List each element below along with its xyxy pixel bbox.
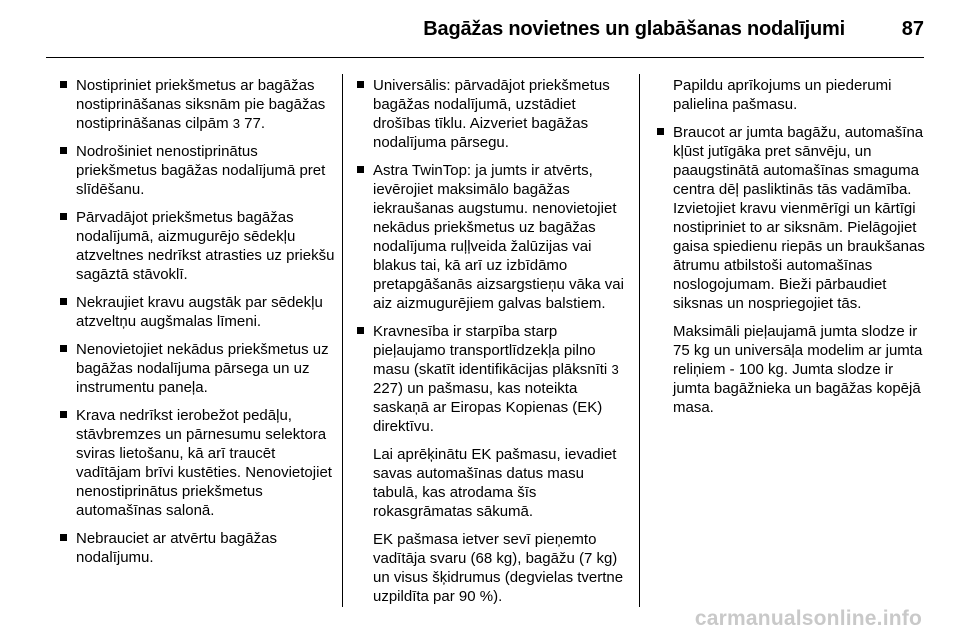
list-item — [357, 322, 627, 606]
list-item — [60, 142, 336, 199]
column-3 — [657, 76, 929, 426]
page-ref-arrow-icon: 3 — [611, 362, 619, 377]
column-divider-2 — [639, 74, 640, 607]
list-item — [60, 406, 336, 520]
column-2 — [357, 76, 627, 615]
bullet-icon — [60, 534, 67, 541]
column-divider-1 — [342, 74, 343, 607]
item-text: Kravnesība ir starpība starp pieļaujamo transportlīdzekļa pilno masu (skatīt identifikācijas plāksnīti — [373, 323, 612, 378]
bullet-icon — [357, 81, 364, 88]
column-1 — [60, 76, 336, 576]
item-text: Pārvadājot priekšmetus bagāžas nodalījumā, aizmugurējo sēdekļu atzveltnes nedrīkst atrasties uz priekšu sagāztā stāvoklī. — [76, 209, 335, 283]
item-text: Universālis: pārvadājot priekšmetus bagāžas nodalījumā, uzstādiet drošības tīklu. Aizveriet bagāžas nodalījuma pārsegu. — [373, 77, 610, 151]
header-divider — [46, 57, 924, 58]
list-item — [657, 123, 929, 417]
item-text: Nodrošiniet nenostiprinātus priekšmetus bagāžas nodalījumā pret slīdēšanu. — [76, 143, 326, 198]
item-subparagraph: Maksimāli pieļaujamā jumta slodze ir 75 kg un universāļa modelim ar jumta reliņiem - 100 kg. Jumta slodze ir jumta bagāžnieka un bagāžas kopējā masa. — [673, 323, 923, 416]
item-body — [373, 322, 627, 436]
page-title: Bagāžas novietnes un glabāšanas nodalījumi — [423, 18, 845, 40]
item-text: Braucot ar jumta bagāžu, automašīna kļūst jutīgāka pret sānvēju, un paaugstinātā automašīnas smaguma centra dēļ pasliktinās tās vadāmība. Izvietojiet kravu vienmērīgi un kārtīgi nostipriniet to ar siksnām. Pielāgojiet gaisa spiedienu riepās un braukšanas ātrumu atbilstoši automašīnas noslogojumam. Bieži pārbaudiet siksnas un nospriegojiet tās. — [673, 124, 925, 312]
page-number: 87 — [901, 18, 924, 40]
page-header — [0, 0, 960, 58]
item-text: Krava nedrīkst ierobežot pedāļu, stāvbremzes un pārnesumu selektora sviras lietošanu, kā arī traucēt vadītājam brīvi kustēties. Nenovietojiet nenostiprinātus priekšmetus automašīnas salonā. — [76, 407, 332, 519]
list-item — [357, 76, 627, 152]
item-text: Nekraujiet kravu augstāk par sēdekļu atzveltņu augšmalas līmeni. — [76, 294, 323, 330]
list-item — [60, 529, 336, 567]
item-text: Nostipriniet priekšmetus ar bagāžas nostiprināšanas siksnām pie bagāžas nostiprināšanas cilpām — [76, 77, 326, 132]
item-text: Nenovietojiet nekādus priekšmetus uz bagāžas nodalījuma pārsega un uz instrumentu paneļa. — [76, 341, 329, 396]
bullet-icon — [357, 166, 364, 173]
bullet-icon — [60, 411, 67, 418]
page-ref-arrow-icon: 3 — [232, 116, 240, 131]
watermark: carmanualsonline.info — [694, 607, 922, 630]
item-text: Nebrauciet ar atvērtu bagāžas nodalījumu. — [76, 530, 277, 566]
page-ref-link[interactable]: 227) un pašmasu, kas noteikta saskaņā ar Eiropas Kopienas (EK) direktīvu. — [373, 380, 603, 435]
bullet-icon — [60, 298, 67, 305]
list-item — [60, 208, 336, 284]
item-subparagraph: Lai aprēķinātu EK pašmasu, ievadiet savas automašīnas datus masu tabulā, kas atrodama šīs rokasgrāmatas sākumā. — [373, 446, 617, 520]
list-item — [60, 340, 336, 397]
bullet-icon — [60, 345, 67, 352]
list-item — [60, 76, 336, 133]
item-subparagraph: EK pašmasa ietver sevī pieņemto vadītāja svaru (68 kg), bagāžu (7 kg) un visus šķidrumus (degvielas tvertne uzpildīta par 90 %). — [373, 531, 624, 605]
bullet-icon — [657, 128, 664, 135]
list-item — [357, 161, 627, 313]
bullet-icon — [60, 213, 67, 220]
bullet-icon — [60, 147, 67, 154]
list-item — [60, 293, 336, 331]
intro-paragraph: Papildu aprīkojums un piederumi palielina pašmasu. — [673, 77, 892, 113]
page-ref-link[interactable]: 77. — [239, 115, 266, 132]
bullet-icon — [357, 327, 364, 334]
item-text: Astra TwinTop: ja jumts ir atvērts, ievērojiet maksimālo bagāžas iekraušanas augstumu. nenovietojiet nekādus priekšmetus uz bagāžas nodalījuma ruļļveida žalūzijas vai blakus tai, kā arī uz izbīdāmo pretapgāšanās aizsargstieņu vāka vai aiz aizmugurējiem galvas balstiem. — [373, 162, 624, 312]
bullet-icon — [60, 81, 67, 88]
